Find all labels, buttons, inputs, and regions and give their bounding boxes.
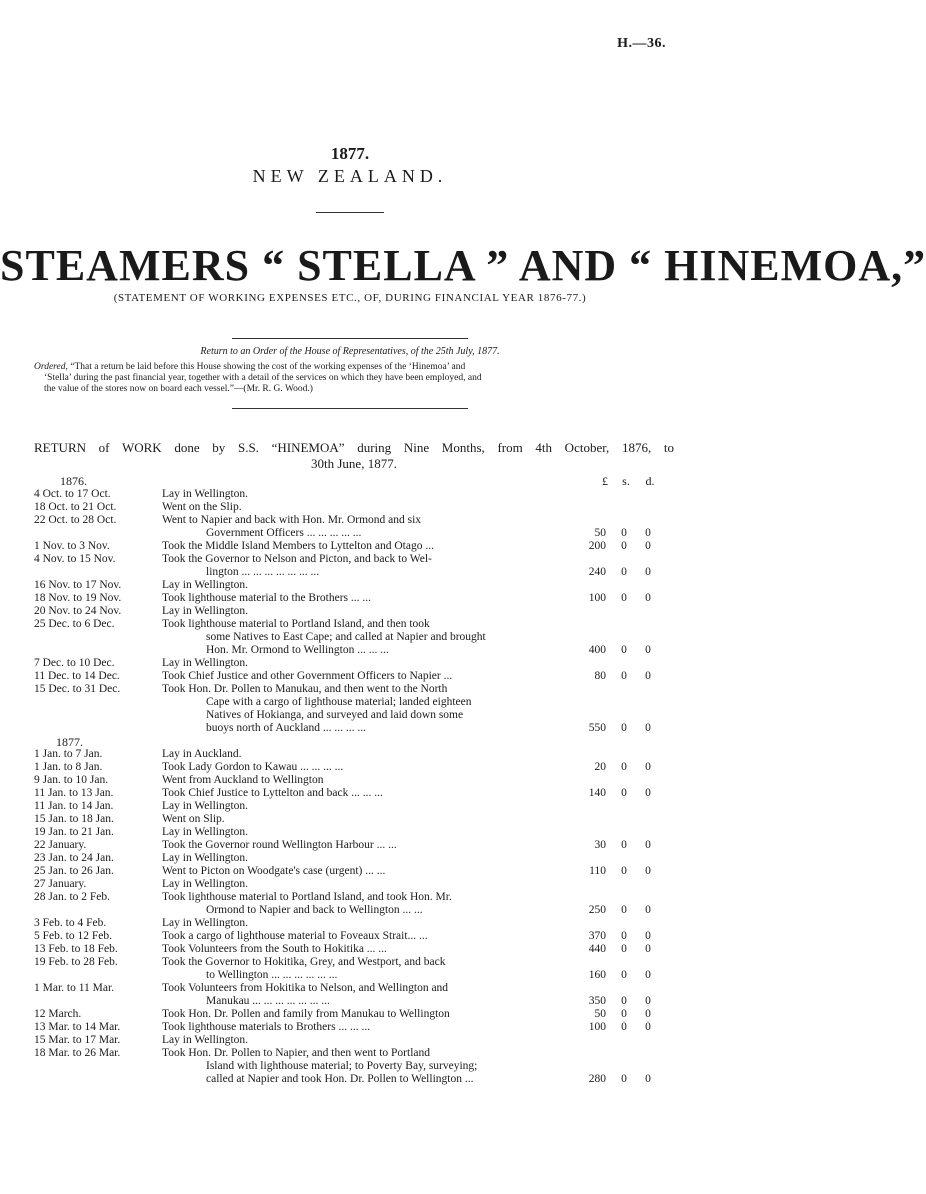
row-date-range: 1 Jan. to 7 Jan. (34, 748, 103, 760)
row-date-range: 5 Feb. to 12 Feb. (34, 930, 112, 942)
row-description-line: Took the Governor to Hokitika, Grey, and Westport, and back (162, 956, 446, 968)
row-amount-shillings: 0 (621, 787, 627, 799)
row-description-line: Took lighthouse material to Portland Island, and took Hon. Mr. (162, 891, 452, 903)
row-amount-pence: 0 (645, 1008, 651, 1020)
row-description-line: Took Hon. Dr. Pollen and family from Manukau to Wellington (162, 1008, 450, 1020)
row-description-line: Took lighthouse materials to Brothers ... ... ... (162, 1021, 371, 1033)
row-amount-pence: 0 (645, 761, 651, 773)
row-date-range: 18 Oct. to 21 Oct. (34, 501, 117, 513)
document-year: 1877. (330, 144, 370, 163)
row-date-range: 22 January. (34, 839, 87, 851)
row-description (162, 514, 570, 540)
row-amount-pence: 0 (645, 930, 651, 942)
row-amount-pounds: 350 (588, 995, 606, 1007)
row-amount-pence: 0 (645, 969, 651, 981)
row-description-line: Hon. Mr. Ormond to Wellington ... ... ... (206, 644, 389, 656)
row-description-line: Cape with a cargo of lighthouse material; landed eighteen (206, 696, 472, 708)
row-description (162, 813, 570, 826)
row-description (162, 553, 570, 579)
row-description (162, 1021, 570, 1034)
row-amount-pounds: 30 (594, 839, 606, 851)
row-amount-pounds: 110 (589, 865, 606, 877)
row-amount-shillings: 0 (621, 943, 627, 955)
row-description (162, 540, 570, 553)
row-description (162, 956, 570, 982)
row-amount-pounds: 440 (588, 943, 606, 955)
row-amount-pounds: 240 (588, 566, 606, 578)
row-date-range: 16 Nov. to 17 Nov. (34, 579, 122, 591)
row-date-range: 18 Nov. to 19 Nov. (34, 592, 122, 604)
row-description-line: Went on Slip. (162, 813, 225, 825)
row-amount-shillings: 0 (621, 930, 627, 942)
row-description-line: Government Officers ... ... ... ... ... (206, 527, 362, 539)
row-date-range: 19 Feb. to 28 Feb. (34, 956, 118, 968)
order-top-divider (232, 338, 468, 339)
row-description-line: Took Volunteers from Hokitika to Nelson, and Wellington and (162, 982, 449, 994)
row-amount-shillings: 0 (621, 761, 627, 773)
row-description-line: Lay in Wellington. (162, 800, 249, 812)
row-description (162, 930, 570, 943)
row-amount-pence: 0 (645, 527, 651, 539)
row-amount-pounds: 250 (588, 904, 606, 916)
year-marker-1876: 1876. (60, 474, 87, 488)
row-description-line: Lay in Auckland. (162, 748, 242, 760)
return-heading-line-2: 30th June, 1877. (311, 456, 397, 471)
row-amount-shillings: 0 (621, 1073, 627, 1085)
row-description-line: Took Hon. Dr. Pollen to Napier, and then went to Portland (162, 1047, 430, 1059)
row-amount-shillings: 0 (621, 722, 627, 734)
row-amount-pounds: 140 (588, 787, 606, 799)
row-amount-pence: 0 (645, 644, 651, 656)
row-amount-pence: 0 (645, 1073, 651, 1085)
row-amount-pence: 0 (645, 995, 651, 1007)
row-amount-shillings: 0 (621, 969, 627, 981)
row-date-range: 13 Feb. to 18 Feb. (34, 943, 118, 955)
row-date-range: 1 Jan. to 8 Jan. (34, 761, 103, 773)
document-title: STEAMERS “ STELLA ” AND “ HINEMOA,” (0, 241, 926, 290)
row-amount-shillings: 0 (621, 839, 627, 851)
ordered-text-2: ‘Stella’ during the past financial year, together with a detail of the services on which they have been employed, and (44, 373, 482, 383)
row-date-range: 12 March. (34, 1008, 82, 1020)
row-date-range: 27 January. (34, 878, 87, 890)
row-description-line: Took the Governor round Wellington Harbour ... ... (162, 839, 397, 851)
row-amount-pounds: 160 (588, 969, 606, 981)
row-description-line: Lay in Wellington. (162, 826, 249, 838)
row-description-line: called at Napier and took Hon. Dr. Pollen to Wellington ... (206, 1073, 474, 1085)
row-amount-pence: 0 (645, 839, 651, 851)
row-description-line: Lay in Wellington. (162, 878, 249, 890)
pounds-header: £ (602, 474, 608, 488)
year-marker-1877: 1877. (56, 735, 83, 749)
row-description (162, 1034, 570, 1047)
return-order-line: Return to an Order of the House of Representatives, of the 25th July, 1877. (200, 346, 500, 357)
row-amount-shillings: 0 (621, 1008, 627, 1020)
row-date-range: 25 Jan. to 26 Jan. (34, 865, 114, 877)
document-subtitle: (STATEMENT OF WORKING EXPENSES ETC., OF, DURING FINANCIAL YEAR 1876-77.) (113, 292, 587, 304)
row-amount-shillings: 0 (621, 670, 627, 682)
row-amount-pence: 0 (645, 722, 651, 734)
row-description (162, 657, 570, 670)
row-amount-shillings: 0 (621, 592, 627, 604)
row-description-line: Took lighthouse material to Portland Island, and then took (162, 618, 430, 630)
row-amount-pounds: 50 (594, 1008, 606, 1020)
ordered-paragraph (34, 362, 674, 395)
row-date-range: 4 Nov. to 15 Nov. (34, 553, 116, 565)
row-amount-pence: 0 (645, 787, 651, 799)
row-description-line: Took Lady Gordon to Kawau ... ... ... ... (162, 761, 344, 773)
row-description (162, 826, 570, 839)
row-description (162, 605, 570, 618)
row-description-line: Took Volunteers from the South to Hokitika ... ... (162, 943, 387, 955)
row-description-line: buoys north of Auckland ... ... ... ... (206, 722, 367, 734)
row-amount-pence: 0 (645, 943, 651, 955)
row-description (162, 618, 570, 657)
row-description-line: Island with lighthouse material; to Poverty Bay, surveying; (206, 1060, 478, 1072)
row-description-line: Went on the Slip. (162, 501, 242, 513)
row-amount-pounds: 550 (588, 722, 606, 734)
row-description-line: Took lighthouse material to the Brothers ... ... (162, 592, 372, 604)
row-amount-pounds: 20 (594, 761, 606, 773)
row-description-line: Lay in Wellington. (162, 579, 249, 591)
row-date-range: 25 Dec. to 6 Dec. (34, 618, 115, 630)
row-amount-pence: 0 (645, 540, 651, 552)
row-amount-pounds: 200 (588, 540, 606, 552)
paper-reference: H.—36. (617, 36, 666, 51)
row-date-range: 11 Dec. to 14 Dec. (34, 670, 120, 682)
country-heading: NEW ZEALAND. (252, 166, 448, 186)
row-date-range: 13 Mar. to 14 Mar. (34, 1021, 121, 1033)
row-date-range: 9 Jan. to 10 Jan. (34, 774, 109, 786)
row-amount-pounds: 370 (588, 930, 606, 942)
row-description (162, 982, 570, 1008)
row-description-line: to Wellington ... ... ... ... ... ... (206, 969, 338, 981)
row-description (162, 943, 570, 956)
row-description (162, 787, 570, 800)
row-description-line: Went to Picton on Woodgate's case (urgent) ... ... (162, 865, 386, 877)
row-description-line: Took a cargo of lighthouse material to Foveaux Strait... ... (162, 930, 428, 942)
row-description (162, 800, 570, 813)
row-description (162, 891, 570, 917)
row-description-line: Took the Middle Island Members to Lyttelton and Otago ... (162, 540, 434, 552)
row-description-line: lington ... ... ... ... ... ... ... (206, 566, 320, 578)
row-date-range: 28 Jan. to 2 Feb. (34, 891, 111, 903)
row-date-range: 15 Mar. to 17 Mar. (34, 1034, 121, 1046)
row-date-range: 3 Feb. to 4 Feb. (34, 917, 107, 929)
row-date-range: 11 Jan. to 13 Jan. (34, 787, 114, 799)
row-description-line: Manukau ... ... ... ... ... ... ... (206, 995, 330, 1007)
row-amount-shillings: 0 (621, 995, 627, 1007)
row-description-line: Lay in Wellington. (162, 917, 249, 929)
row-description-line: Took Chief Justice and other Government Officers to Napier ... (162, 670, 453, 682)
row-date-range: 4 Oct. to 17 Oct. (34, 488, 111, 500)
row-date-range: 15 Jan. to 18 Jan. (34, 813, 114, 825)
row-amount-pounds: 50 (594, 527, 606, 539)
order-bottom-divider (232, 408, 468, 409)
row-amount-pence: 0 (645, 865, 651, 877)
row-description-line: Went from Auckland to Wellington (162, 774, 324, 786)
row-date-range: 1 Mar. to 11 Mar. (34, 982, 115, 994)
row-description (162, 878, 570, 891)
row-amount-shillings: 0 (621, 566, 627, 578)
row-amount-shillings: 0 (621, 527, 627, 539)
row-description-line: Took Hon. Dr. Pollen to Manukau, and then went to the North (162, 683, 448, 695)
row-description (162, 839, 570, 852)
row-description-line: Lay in Wellington. (162, 657, 249, 669)
row-description (162, 501, 570, 514)
row-amount-shillings: 0 (621, 865, 627, 877)
row-amount-shillings: 0 (621, 1021, 627, 1033)
row-description-line: Went to Napier and back with Hon. Mr. Ormond and six (162, 514, 422, 526)
row-amount-pounds: 100 (588, 1021, 606, 1033)
short-divider (316, 212, 384, 213)
return-heading-line-1: RETURN of WORK done by S.S. “HINEMOA” during Nine Months, from 4th October, 1876, to (34, 440, 674, 455)
row-description (162, 683, 570, 735)
row-description (162, 761, 570, 774)
row-description-line: Lay in Wellington. (162, 1034, 249, 1046)
row-description (162, 748, 570, 761)
row-date-range: 1 Nov. to 3 Nov. (34, 540, 110, 552)
row-description (162, 488, 570, 501)
row-amount-pence: 0 (645, 566, 651, 578)
row-description (162, 1047, 570, 1086)
row-description (162, 1008, 570, 1021)
row-description-line: Lay in Wellington. (162, 605, 249, 617)
ordered-text-1: “That a return be laid before this House showing the cost of the working expenses of the ‘Hinemoa’ and (70, 362, 466, 372)
row-description-line: some Natives to East Cape; and called at Napier and brought (206, 631, 486, 643)
row-description-line: Lay in Wellington. (162, 488, 249, 500)
row-amount-pounds: 80 (594, 670, 606, 682)
return-heading (34, 440, 674, 472)
ordered-label: Ordered, (34, 362, 68, 372)
row-date-range: 19 Jan. to 21 Jan. (34, 826, 114, 838)
row-description (162, 917, 570, 930)
row-description (162, 865, 570, 878)
row-amount-pence: 0 (645, 904, 651, 916)
row-description (162, 670, 570, 683)
row-description (162, 852, 570, 865)
row-description-line: Ormond to Napier and back to Wellington ... ... (206, 904, 423, 916)
row-amount-shillings: 0 (621, 644, 627, 656)
row-date-range: 23 Jan. to 24 Jan. (34, 852, 114, 864)
row-description-line: Lay in Wellington. (162, 852, 249, 864)
row-description-line: Natives of Hokianga, and surveyed and laid down some (206, 709, 464, 721)
row-amount-pounds: 100 (588, 592, 606, 604)
row-amount-shillings: 0 (621, 540, 627, 552)
row-amount-pounds: 280 (588, 1073, 606, 1085)
row-description (162, 592, 570, 605)
row-description-line: Took Chief Justice to Lyttelton and back ... ... ... (162, 787, 383, 799)
row-description (162, 774, 570, 787)
row-amount-pence: 0 (645, 1021, 651, 1033)
row-description (162, 579, 570, 592)
pence-header: d. (645, 474, 655, 488)
row-date-range: 7 Dec. to 10 Dec. (34, 657, 115, 669)
shillings-header: s. (622, 474, 630, 488)
row-date-range: 20 Nov. to 24 Nov. (34, 605, 122, 617)
row-date-range: 18 Mar. to 26 Mar. (34, 1047, 121, 1059)
row-amount-pence: 0 (645, 670, 651, 682)
row-description-line: Took the Governor to Nelson and Picton, and back to Wel- (162, 553, 432, 565)
row-amount-pence: 0 (645, 592, 651, 604)
row-amount-pounds: 400 (588, 644, 606, 656)
row-date-range: 15 Dec. to 31 Dec. (34, 683, 121, 695)
row-date-range: 22 Oct. to 28 Oct. (34, 514, 117, 526)
row-date-range: 11 Jan. to 14 Jan. (34, 800, 114, 812)
row-amount-shillings: 0 (621, 904, 627, 916)
ordered-text-3: the value of the stores now on board each vessel.”—(Mr. R. G. Wood.) (44, 384, 313, 394)
